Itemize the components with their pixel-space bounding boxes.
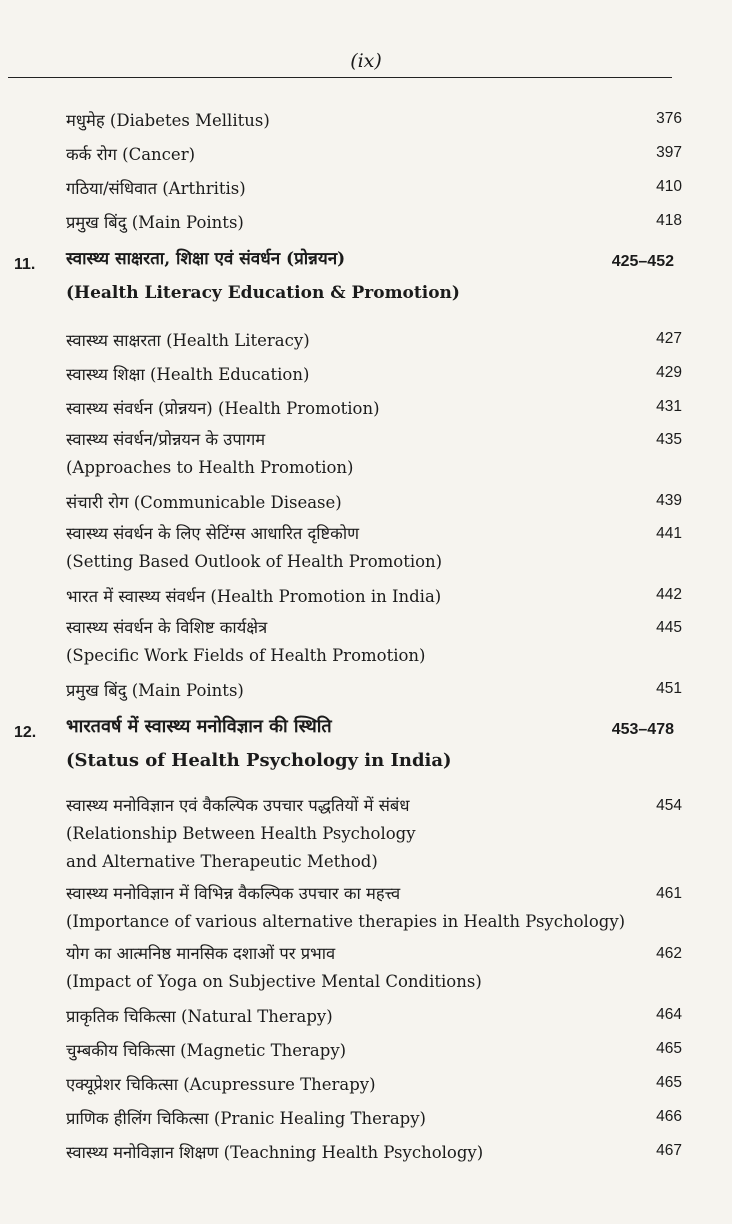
toc-entry[interactable] xyxy=(0,1034,732,1068)
entry-page-number: 431 xyxy=(656,398,682,415)
toc-entry[interactable] xyxy=(0,880,732,940)
entry-title-english: (Teachning Health Psychology) xyxy=(223,1143,484,1162)
toc-entry[interactable] xyxy=(0,580,732,614)
page-number-header: (ix) xyxy=(350,50,382,72)
entry-title-english: (Main Points) xyxy=(131,213,244,232)
entry-title-english: (Natural Therapy) xyxy=(181,1007,333,1026)
entry-page-number: 397 xyxy=(656,144,682,161)
chapter-number: 12. xyxy=(14,724,37,741)
chapter-page-range: 453–478 xyxy=(611,721,674,738)
entry-page-number: 376 xyxy=(656,110,682,127)
entry-page-number: 464 xyxy=(656,1006,682,1023)
entry-title-hindi: एक्यूप्रेशर चिकित्सा xyxy=(66,1075,178,1094)
entry-title-english: (Magnetic Therapy) xyxy=(180,1041,347,1060)
entry-title-english: (Health Literacy) xyxy=(166,331,310,350)
toc-entry[interactable] xyxy=(0,172,732,206)
entry-title-hindi: प्राकृतिक चिकित्सा xyxy=(66,1007,176,1026)
entry-title-english: (Communicable Disease) xyxy=(133,493,342,512)
toc-entry[interactable] xyxy=(0,138,732,172)
entry-title-english: (Approaches to Health Promotion) xyxy=(66,458,354,477)
entry-title-hindi: भारत में स्वास्थ्य संवर्धन xyxy=(66,587,206,606)
entry-title-hindi: गठिया/संधिवात xyxy=(66,179,157,198)
entry-title-hindi: कर्क रोग xyxy=(66,145,117,164)
chapter-page-range: 425–452 xyxy=(611,253,674,270)
entry-title-english: (Health Education) xyxy=(150,365,310,384)
chapter-title-hindi: स्वास्थ्य साक्षरता, शिक्षा एवं संवर्धन (प्रोन्नयन) xyxy=(66,249,346,269)
toc-entry[interactable] xyxy=(0,520,732,580)
entry-title-english: (Relationship Between Health Psychology xyxy=(66,824,416,843)
entry-title-english: (Arthritis) xyxy=(162,179,246,198)
chapter-11-heading[interactable] xyxy=(0,250,732,324)
entry-page-number: 441 xyxy=(656,525,682,542)
toc-entry[interactable] xyxy=(0,1000,732,1034)
chapter-title-english: (Health Literacy Education & Promotion) xyxy=(66,283,460,303)
entry-title-hindi: मधुमेह xyxy=(66,111,105,130)
entry-page-number: 445 xyxy=(656,619,682,636)
entry-title-hindi: संचारी रोग xyxy=(66,493,129,512)
entry-page-number: 465 xyxy=(656,1074,682,1091)
toc-entry[interactable] xyxy=(0,426,732,486)
entry-page-number: 465 xyxy=(656,1040,682,1057)
entry-title-english: (Main Points) xyxy=(131,681,244,700)
toc-entry[interactable] xyxy=(0,206,732,240)
toc-entry[interactable] xyxy=(0,392,732,426)
entry-title-hindi: प्रमुख बिंदु xyxy=(66,681,127,700)
chapter-title-english: (Status of Health Psychology in India) xyxy=(66,750,452,771)
toc-entry[interactable] xyxy=(0,324,732,358)
entry-title-english: (Cancer) xyxy=(122,145,196,164)
toc-entry[interactable] xyxy=(0,792,732,880)
entry-page-number: 454 xyxy=(656,797,682,814)
entry-title-english: (Pranic Healing Therapy) xyxy=(213,1109,426,1128)
entry-title-hindi: प्राणिक हीलिंग चिकित्सा xyxy=(66,1109,209,1128)
toc-entry[interactable] xyxy=(0,1136,732,1170)
entry-title-hindi: प्रमुख बिंदु xyxy=(66,213,127,232)
entry-page-number: 439 xyxy=(656,492,682,509)
entry-title-english: (Setting Based Outlook of Health Promotion) xyxy=(66,552,443,571)
toc-entry[interactable] xyxy=(0,358,732,392)
toc-entry[interactable] xyxy=(0,674,732,708)
entry-title-english: (Specific Work Fields of Health Promotion) xyxy=(66,646,426,665)
entry-page-number: 442 xyxy=(656,586,682,603)
entry-title-hindi: स्वास्थ्य संवर्धन के लिए सेटिंग्स आधारित दृष्टिकोण xyxy=(66,524,360,543)
entry-title-english: (Impact of Yoga on Subjective Mental Conditions) xyxy=(66,972,482,991)
entry-title-hindi: स्वास्थ्य मनोविज्ञान में विभिन्न वैकल्पिक उपचार का महत्त्व xyxy=(66,884,401,903)
toc-entry[interactable] xyxy=(0,940,732,1000)
entry-title-english: (Importance of various alternative therapies in Health Psychology) xyxy=(66,912,626,931)
entry-title-english: (Diabetes Mellitus) xyxy=(109,111,270,130)
chapter-12-heading[interactable] xyxy=(0,718,732,792)
entry-page-number: 410 xyxy=(656,178,682,195)
entry-title-hindi: स्वास्थ्य मनोविज्ञान एवं वैकल्पिक उपचार पद्धतियों में संबंध xyxy=(66,796,410,815)
toc-entry[interactable] xyxy=(0,1102,732,1136)
entry-title-english: (Acupressure Therapy) xyxy=(183,1075,376,1094)
entry-page-number: 435 xyxy=(656,431,682,448)
entry-title-hindi: चुम्बकीय चिकित्सा xyxy=(66,1041,175,1060)
entry-title-hindi: स्वास्थ्य संवर्धन/प्रोन्नयन के उपागम xyxy=(66,430,266,449)
entry-page-number: 467 xyxy=(656,1142,682,1159)
entry-page-number: 427 xyxy=(656,330,682,347)
toc-entry[interactable] xyxy=(0,614,732,674)
entry-title-hindi: स्वास्थ्य संवर्धन (प्रोन्नयन) xyxy=(66,399,213,418)
entry-page-number: 462 xyxy=(656,945,682,962)
entry-page-number: 429 xyxy=(656,364,682,381)
toc-entry[interactable] xyxy=(0,1068,732,1102)
table-of-contents xyxy=(0,104,732,1170)
entry-title-hindi: स्वास्थ्य साक्षरता xyxy=(66,331,161,350)
toc-entry[interactable] xyxy=(0,486,732,520)
entry-title-english-continued: and Alternative Therapeutic Method) xyxy=(66,852,378,871)
toc-entry[interactable] xyxy=(0,104,732,138)
chapter-number: 11. xyxy=(14,256,36,273)
entry-page-number: 466 xyxy=(656,1108,682,1125)
entry-title-hindi: योग का आत्मनिष्ठ मानसिक दशाओं पर प्रभाव xyxy=(66,944,336,963)
header-rule xyxy=(8,77,672,78)
entry-title-hindi: स्वास्थ्य शिक्षा xyxy=(66,365,145,384)
entry-title-hindi: स्वास्थ्य संवर्धन के विशिष्ट कार्यक्षेत्र xyxy=(66,618,268,637)
entry-page-number: 418 xyxy=(656,212,682,229)
entry-title-english: (Health Promotion) xyxy=(217,399,380,418)
chapter-title-hindi: भारतवर्ष में स्वास्थ्य मनोविज्ञान की स्थिति xyxy=(66,716,332,737)
entry-title-english: (Health Promotion in India) xyxy=(210,587,442,606)
entry-page-number: 461 xyxy=(656,885,682,902)
entry-title-hindi: स्वास्थ्य मनोविज्ञान शिक्षण xyxy=(66,1143,219,1162)
entry-page-number: 451 xyxy=(656,680,682,697)
